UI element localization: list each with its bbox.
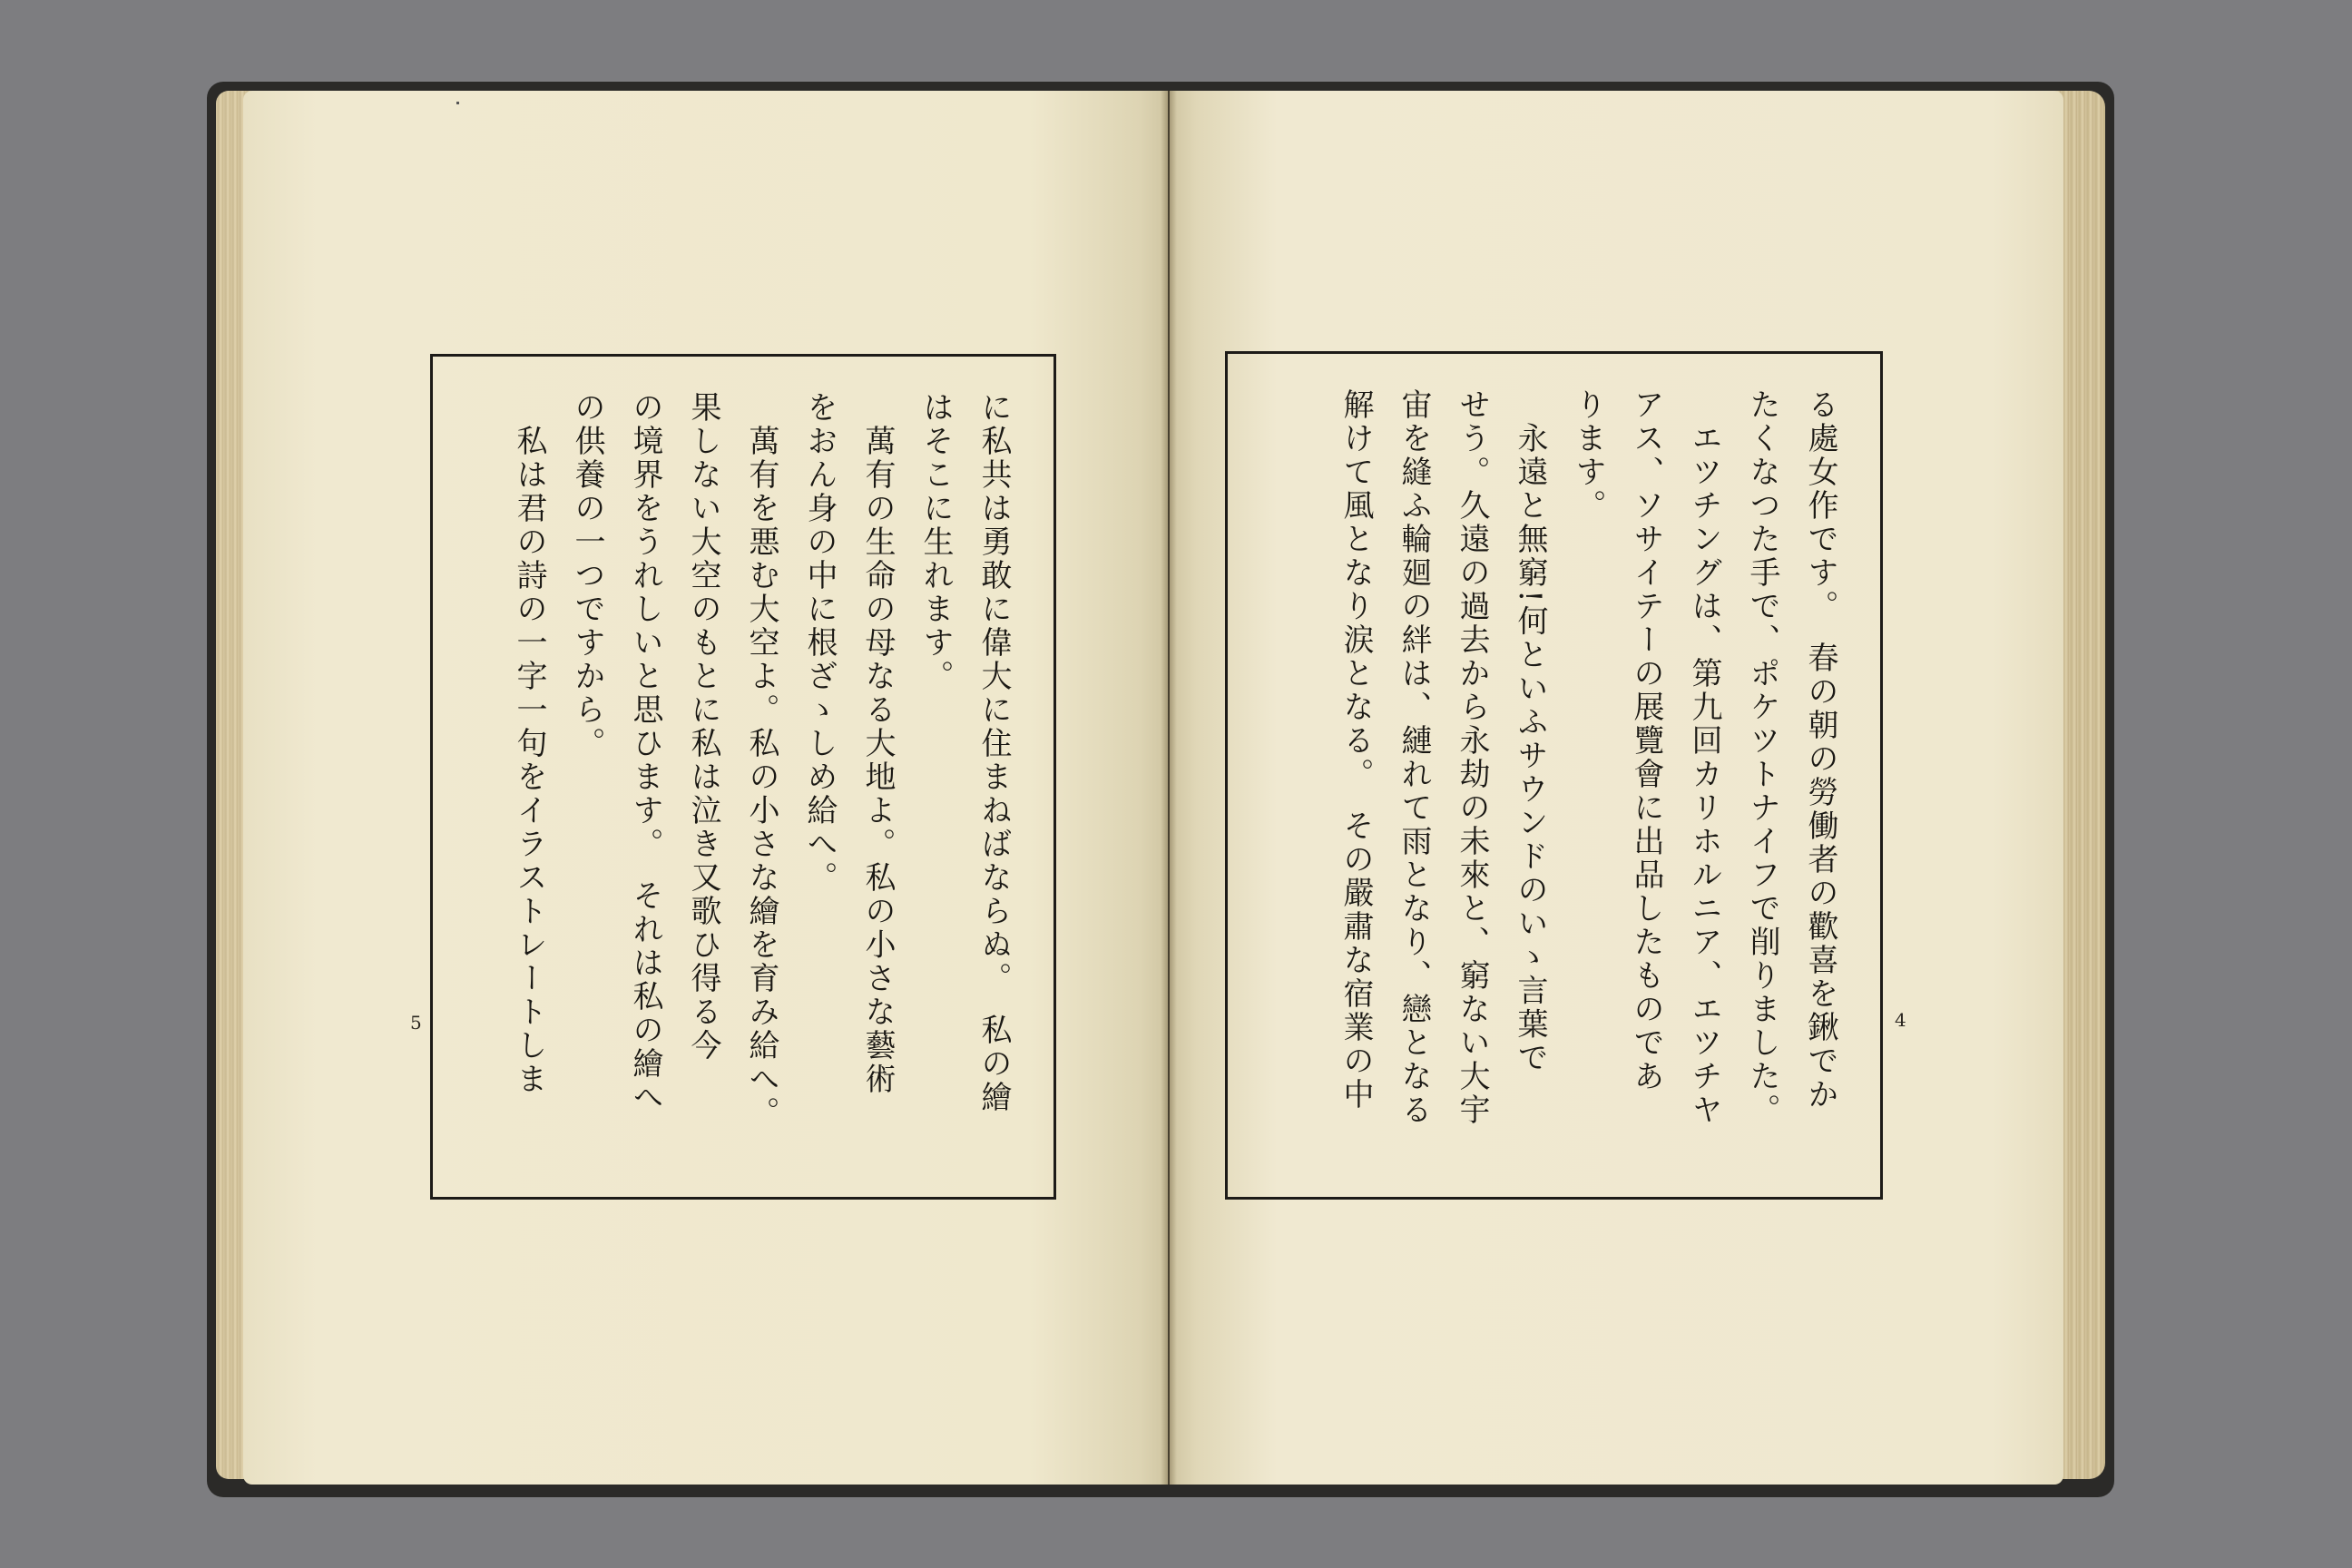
text-column: 私は君の詩の一字一句をイラストレートしま [511, 391, 547, 1096]
text-column: る處女作です。 春の朝の勞働者の歡喜を鍬でか [1802, 388, 1838, 1112]
text-column: たくなつた手で、ポケツトナイフで削りました。 [1744, 388, 1780, 1127]
right-text-block [1327, 388, 1849, 1179]
text-column: はそこに生れます。 [917, 391, 954, 693]
text-column: の境界をうれしいと思ひます。 それは私の繪へ [627, 391, 663, 1114]
text-column: 解けて風となり涙となる。 その嚴肅な宿業の中 [1338, 388, 1374, 1112]
text-column: に私共は勇敢に偉大に住まねばならぬ。 私の繪 [975, 391, 1012, 1114]
text-column: 萬有の生命の母なる大地よ。私の小さな藝術 [859, 391, 896, 1096]
left-text-block [500, 391, 1023, 1179]
page-number-right: 4 [1895, 1009, 1906, 1031]
text-column: アス、ソサイテーの展覽會に出品したものであ [1628, 388, 1664, 1093]
ink-speck [456, 102, 459, 104]
text-column: の供養の一つですから。 [569, 391, 605, 760]
left-text-frame [430, 354, 1056, 1200]
text-column: 宙を縫ふ輪廻の絆は、縺れて雨となり、戀となる [1396, 388, 1432, 1127]
book-gutter [1161, 91, 1177, 1485]
text-column: 萬有を悪む大空よ。私の小さな繪を育み給へ。 [743, 391, 779, 1130]
text-column: エツチングは、第九回カリホルニア、エツチヤ [1686, 388, 1722, 1127]
text-column: せう。久遠の過去から永劫の未來と、窮ない大宇 [1454, 388, 1490, 1127]
text-column: 永遠と無窮!何といふサウンドのいゝ言葉で [1512, 388, 1548, 1075]
page-number-left: 5 [410, 1012, 422, 1034]
text-column: 果しない大空のもとに私は泣き又歌ひ得る今 [685, 391, 721, 1063]
right-text-frame [1225, 351, 1883, 1200]
text-column: ります。 [1570, 388, 1606, 523]
text-column: をおん身の中に根ざゝしめ給へ。 [801, 391, 838, 895]
